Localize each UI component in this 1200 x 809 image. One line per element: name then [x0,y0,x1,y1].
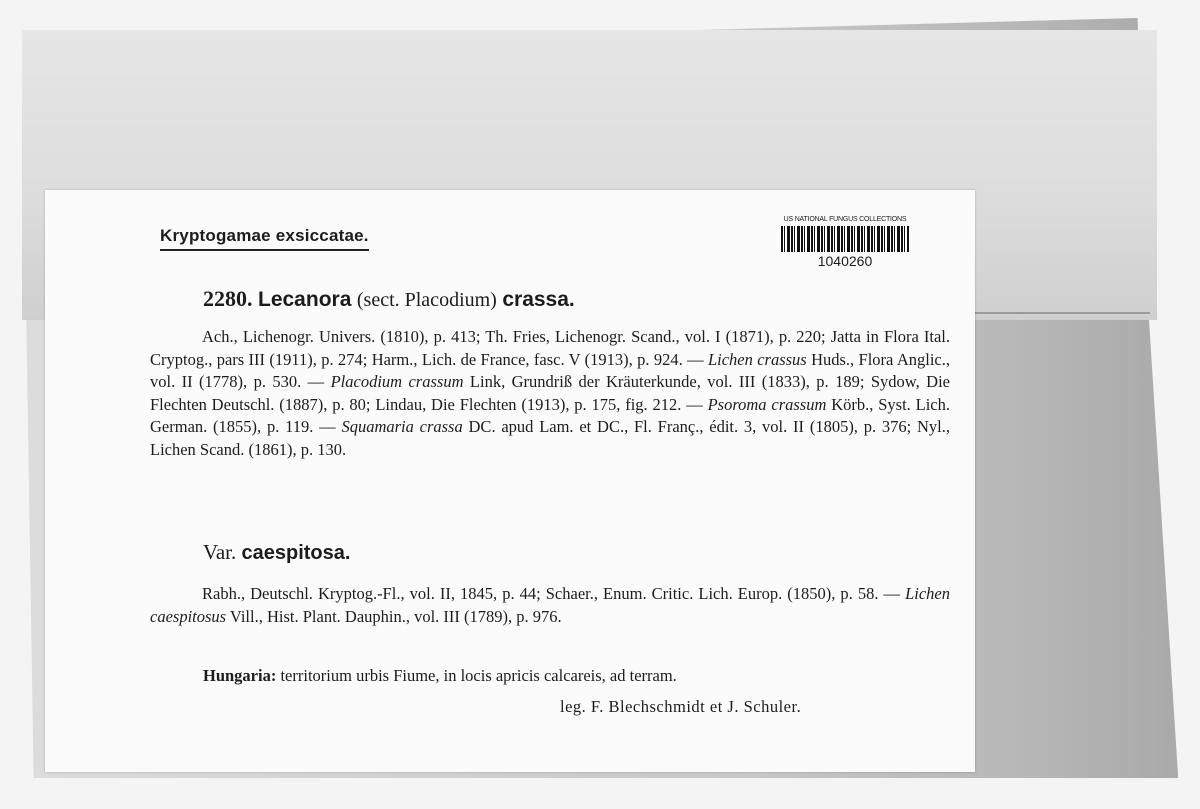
reference-text: Link, Grundriß der Kräuterkunde, vol. III (1833), p. 189; Sydow, Die Flechten Deutschl. (1887), p. 80; Lindau, Die Flechten (1913), p. 175, fig. 212. — [150,372,950,414]
reference-text: DC. apud Lam. et DC., Fl. Franç., édit. 3, vol. II (1805), p. 376; Nyl., Lichen Scand. (1861), p. 130. [150,417,950,459]
collectors: leg. F. Blechschmidt et J. Schuler. [560,697,802,716]
barcode-sticker [770,212,920,284]
barcode-caption: US NATIONAL FUNGUS COLLECTIONS [783,216,907,223]
reference-text: Huds., Flora Anglic., vol. II (1778), p. 530. — [150,349,950,391]
variety-references [150,583,950,628]
reference-text: Rabh., Deutschl. Kryptog.-Fl., vol. II, 1845, p. 44; Schaer., Enum. Critic. Lich. Europ. (1850), p. 58. — [202,584,906,603]
barcode-icon [781,226,909,252]
section-name: (sect. Placodium) [356,289,497,311]
taxon-synonym: Squamaria crassa [341,417,463,436]
species-references [150,326,950,461]
genus-name: Lecanora [258,288,352,311]
series-title: Kryptogamae exsiccatae. [160,226,369,251]
locality [203,666,677,686]
locality-country: Hungaria: [203,666,277,685]
reference-text: Vill., Hist. Plant. Dauphin., vol. III (1789), p. 976. [226,606,562,626]
reference-text: Körb., Syst. Lich. German. (1855), p. 119. — [150,394,950,436]
envelope-fold-line [950,312,1150,314]
barcode-number: 1040260 [817,253,873,269]
taxon-synonym: Lichen caespitosus [150,584,950,626]
variety-heading [203,540,350,565]
reference-text: Ach., Lichenogr. Univers. (1810), p. 413; Th. Fries, Lichenogr. Scand., vol. I (1871), p. 220; Jatta in Flora Ital. Cryptog., pars III (1911), p. 274; Harm., Lich. de France, fasc. V (1913), p. 924. — [150,327,950,369]
locality-text: territorium urbis Fiume, in locis apricis calcareis, ad terram. [276,666,677,685]
taxon-synonym: Placodium crassum [330,372,464,391]
species-title [203,286,575,312]
epithet-name: crassa. [502,288,575,311]
taxon-synonym: Lichen crassus [707,349,807,369]
variety-name: caespitosa. [241,542,351,564]
exsiccata-number: 2280. [203,286,253,311]
variety-prefix: Var. [203,540,237,564]
taxon-synonym: Psoroma crassum [707,394,827,414]
